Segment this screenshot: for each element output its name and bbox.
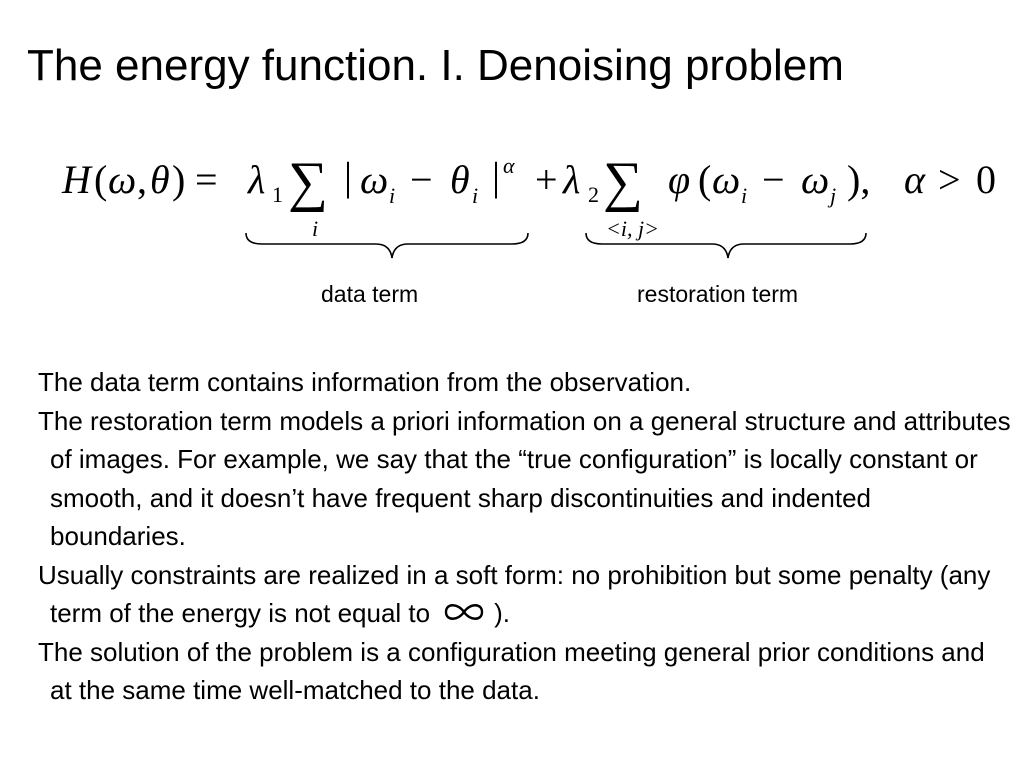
data-term-label: data term [321,281,419,307]
svg-text:ω: ω [712,157,741,202]
soft-constraints-text: Usually constraints are realized in a soft form: no prohibition but some penalty (any term of the energy is not equal to [38,559,991,628]
svg-text:2: 2 [588,182,599,207]
svg-text:H: H [62,157,91,202]
svg-text:): ) [172,157,186,202]
restoration-term-label: restoration term [637,281,799,307]
svg-text:i: i [389,183,396,208]
paragraph-data-term: The data term contains information from the observation. [38,367,692,397]
svg-text:θ: θ [150,157,170,202]
body-text [38,363,1013,710]
svg-text:α: α [904,157,925,202]
svg-text:(: ( [698,157,712,202]
svg-text:ω: ω [360,157,389,202]
svg-text:∑: ∑ [603,151,643,213]
svg-text:),: ), [847,157,871,202]
svg-text:−: − [410,157,433,202]
svg-text:λ: λ [248,157,266,202]
svg-text:(: ( [94,157,108,202]
energy-formula [0,140,1024,260]
svg-text:|: | [344,154,353,199]
svg-text:−: − [762,157,785,202]
data-term-brace [246,233,528,258]
svg-text:>: > [938,157,961,202]
slide-title: The energy function. I. Denoising problem [27,41,844,90]
soft-constraints-end: ). [494,598,511,628]
paragraph-soft-constraints [38,556,1013,633]
svg-text:+: + [535,157,558,202]
svg-text:∑: ∑ [288,151,328,213]
svg-text:,: , [137,157,147,202]
paragraph-solution: The solution of the problem is a configuration meeting general prior conditions and at the same time well-matched to the data. [38,636,985,705]
svg-text:j: j [830,183,837,208]
infinity-icon [440,599,488,625]
svg-text:|: | [492,154,501,199]
svg-text:φ: φ [668,157,691,202]
paragraph-restoration-term: The restoration term models a priori information on a general structure and attributes of images. For example, we say that the “true configuration” is locally constant or smooth, and it doesn’t have frequent sharp discontinuities and indented boundaries. [38,405,1011,551]
svg-text:λ: λ [563,157,581,202]
svg-text:ω: ω [108,157,137,202]
svg-text:=: = [195,157,218,202]
svg-text:θ: θ [450,157,470,202]
sum2-index: <i, j> [606,216,659,241]
svg-text:1: 1 [272,182,283,207]
energy-formula-graphic [0,140,1024,260]
sum1-index: i [312,216,319,241]
svg-text:0: 0 [976,157,996,202]
svg-text:α: α [503,153,515,178]
svg-text:i: i [741,183,748,208]
svg-text:i: i [472,183,479,208]
svg-text:ω: ω [801,157,830,202]
